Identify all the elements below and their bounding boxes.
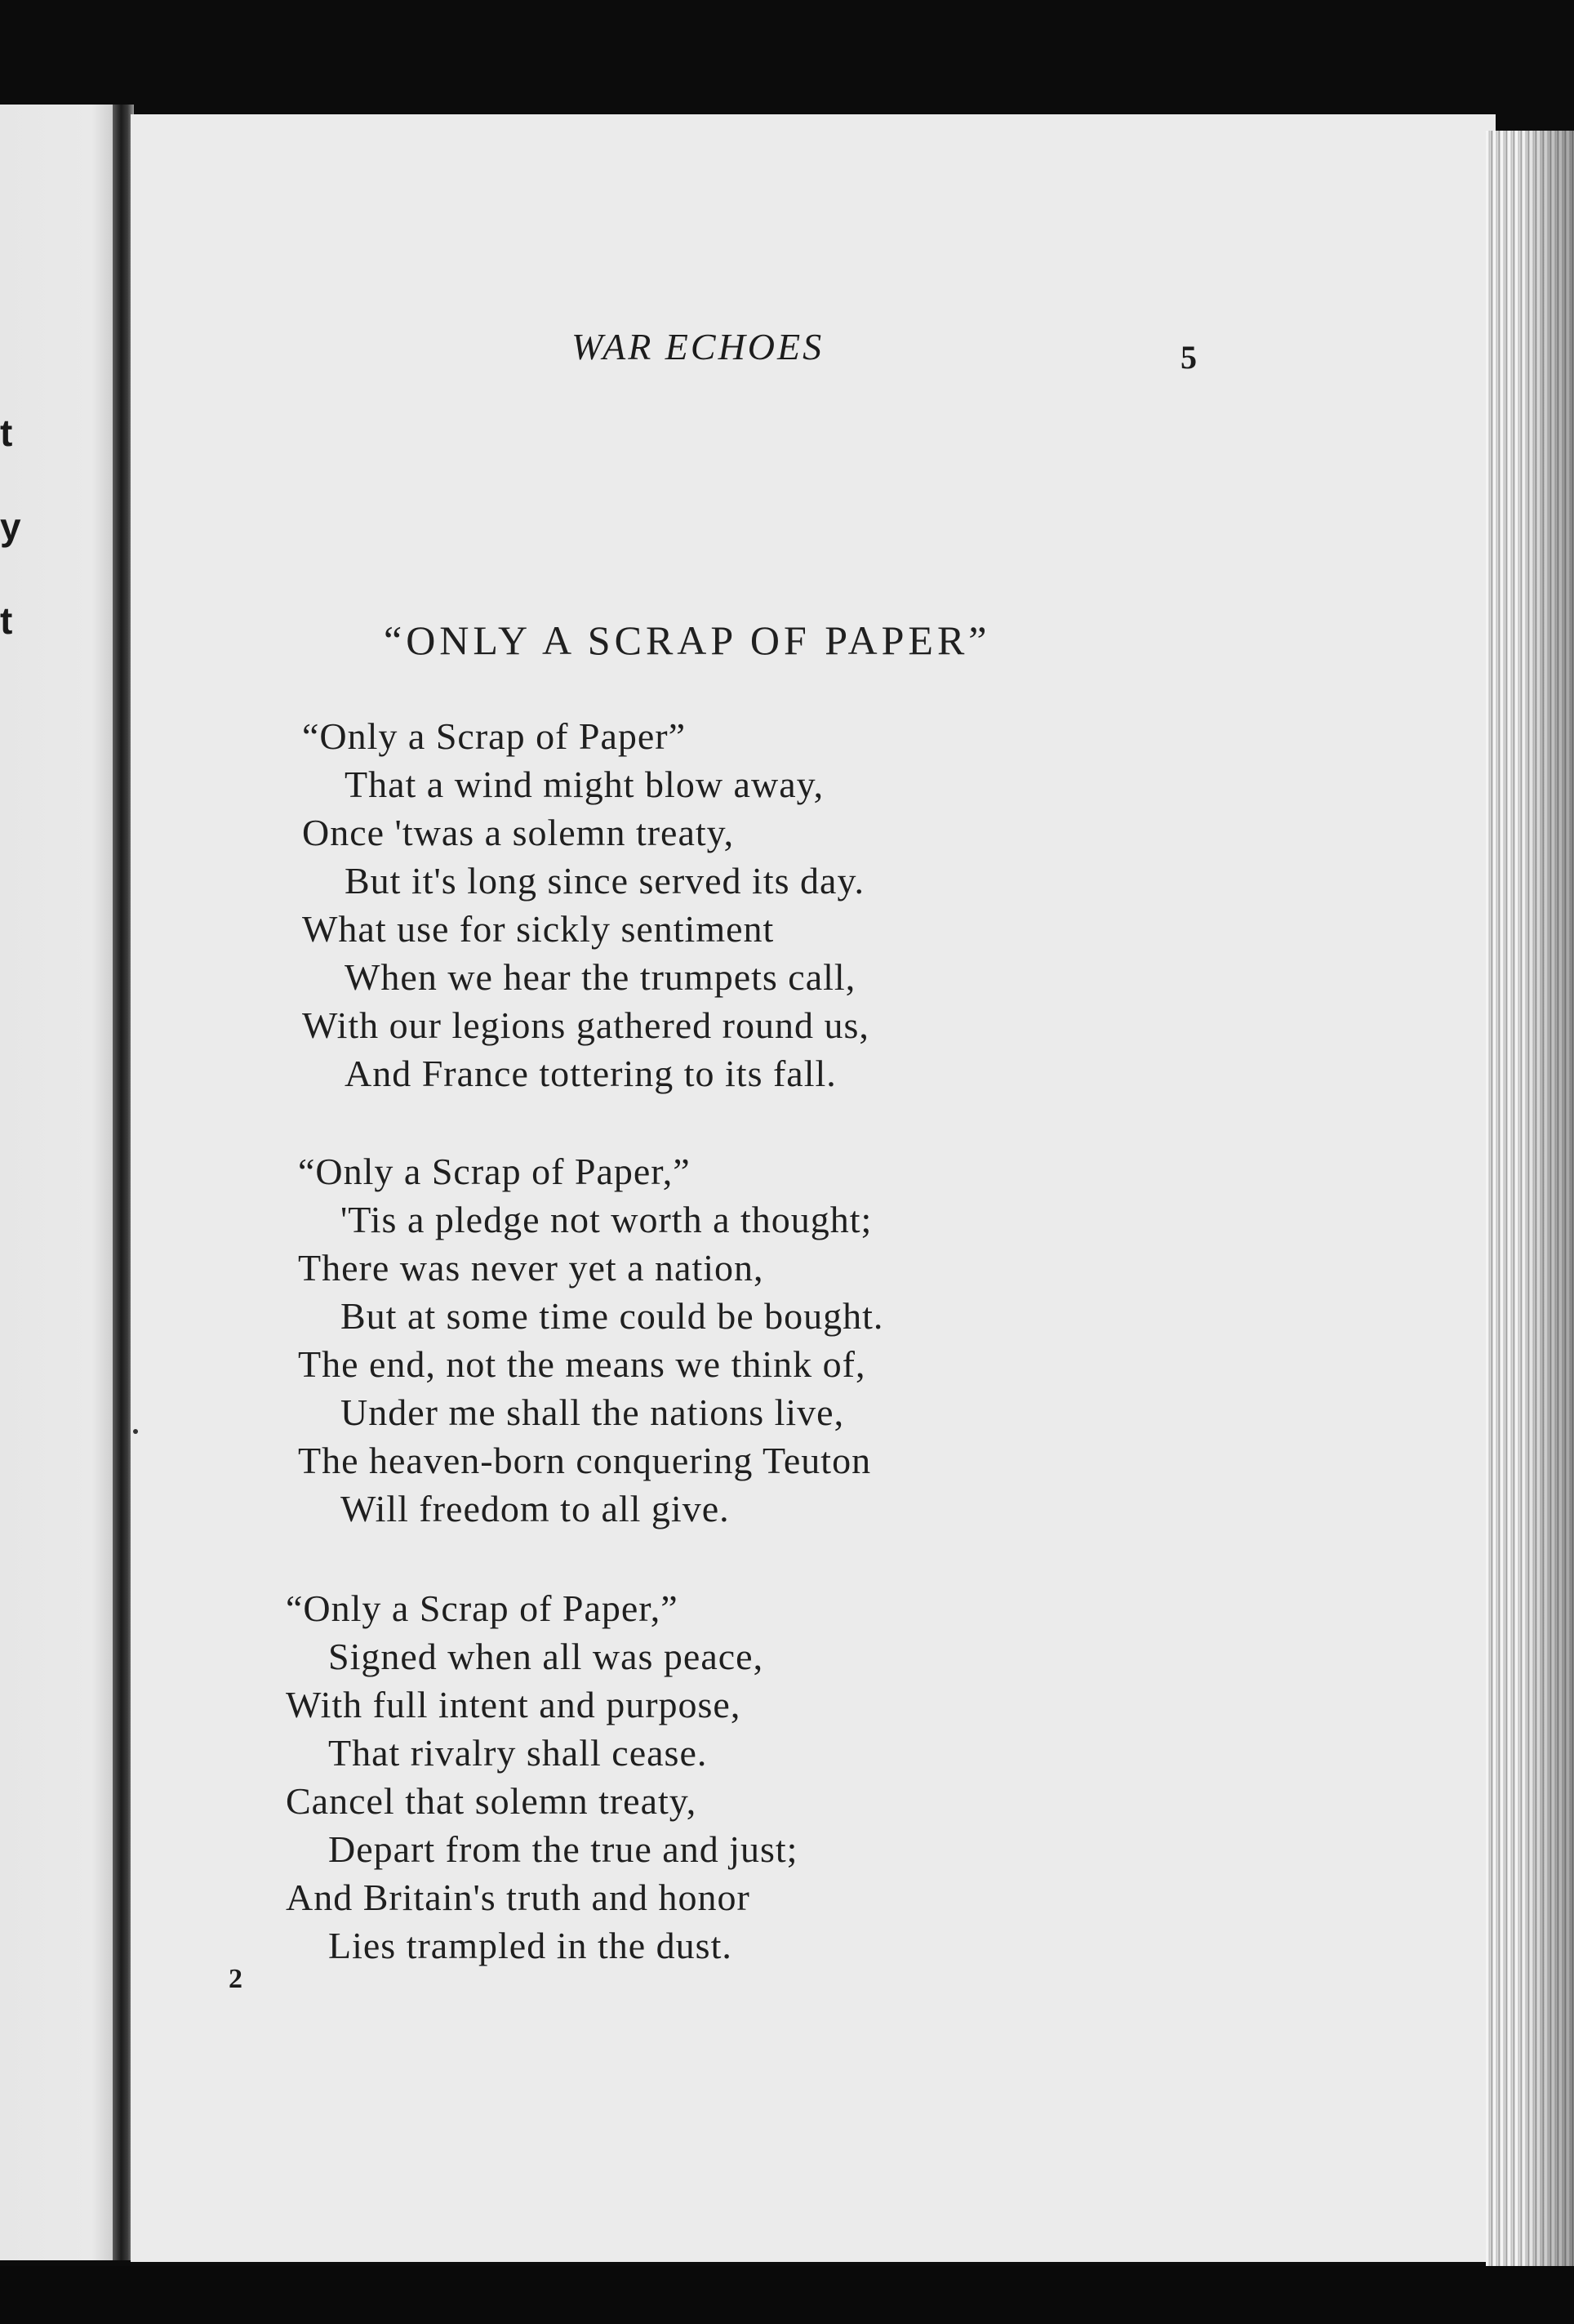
page-number: 5 [1180, 339, 1197, 376]
poem-line: “Only a Scrap of Paper” [302, 715, 687, 757]
poem-line: With full intent and purpose, [286, 1684, 741, 1725]
poem-line: That rivalry shall cease. [328, 1732, 708, 1774]
poem-line: Cancel that solemn treaty, [286, 1780, 697, 1822]
poem-line: The end, not the means we think of, [298, 1343, 866, 1385]
left-page-fragment: t [0, 412, 13, 454]
signature-mark: 2 [229, 1964, 242, 1994]
poem-line: There was never yet a nation, [298, 1247, 764, 1289]
poem-line: And France tottering to its fall. [345, 1053, 837, 1094]
poem-stanza-1 [302, 712, 869, 1097]
poem-line: And Britain's truth and honor [286, 1877, 750, 1918]
poem-title: “ONLY A SCRAP OF PAPER” [384, 617, 991, 663]
poem-line: Will freedom to all give. [340, 1488, 730, 1529]
poem-line: But at some time could be bought. [340, 1295, 884, 1337]
poem-line: That a wind might blow away, [345, 764, 825, 805]
poem-stanza-2 [298, 1147, 883, 1533]
page-edges [1486, 131, 1574, 2286]
poem-line: What use for sickly sentiment [302, 908, 775, 950]
print-speck [133, 1429, 138, 1434]
left-page-fragment: t [0, 599, 13, 642]
left-page-fragment: y [0, 505, 21, 548]
poem-line: “Only a Scrap of Paper,” [298, 1151, 691, 1192]
poem-line: When we hear the trumpets call, [345, 956, 856, 998]
poem-stanza-3 [286, 1584, 798, 1970]
poem-line: “Only a Scrap of Paper,” [286, 1587, 678, 1629]
running-head: WAR ECHOES [571, 326, 825, 367]
poem-line: The heaven-born conquering Teuton [298, 1440, 872, 1481]
scan-border [0, 2266, 1574, 2324]
poem-line: With our legions gathered round us, [302, 1004, 869, 1046]
poem-line: Once 'twas a solemn treaty, [302, 812, 735, 853]
poem-line: Signed when all was peace, [328, 1636, 764, 1677]
poem-line: Depart from the true and just; [328, 1828, 798, 1870]
left-page-edge [0, 105, 122, 2260]
poem-line: Lies trampled in the dust. [328, 1925, 732, 1966]
poem-line: But it's long since served its day. [345, 860, 865, 902]
poem-line: Under me shall the nations live, [340, 1391, 845, 1433]
poem-line: 'Tis a pledge not worth a thought; [340, 1199, 873, 1240]
